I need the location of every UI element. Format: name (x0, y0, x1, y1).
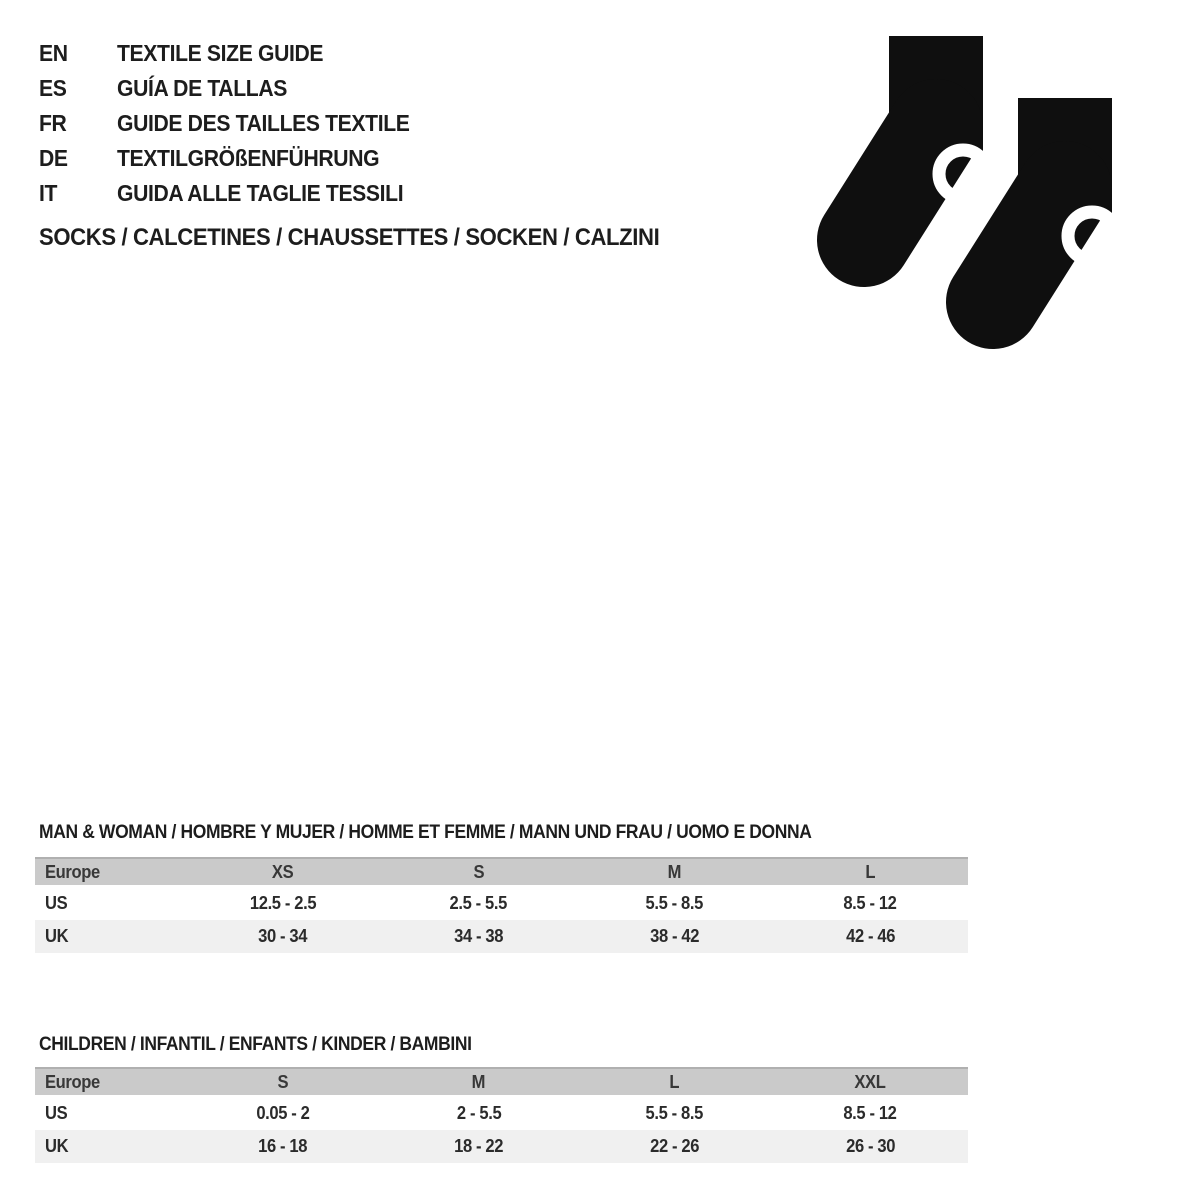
size-value: 12.5 - 2.5 (249, 893, 317, 913)
column-header-size-s: S (473, 861, 484, 882)
size-value: 30 - 34 (258, 926, 308, 946)
size-value: 5.5 - 8.5 (645, 893, 704, 913)
column-header-size-xs: XS (272, 861, 294, 882)
language-row-en (39, 36, 435, 71)
column-header-size-l: L (669, 1071, 680, 1092)
sock-right (993, 98, 1116, 302)
size-value: 42 - 46 (845, 926, 895, 946)
language-title: GUIDA ALLE TAGLIE TESSILI (117, 180, 404, 206)
category-heading: SOCKS / CALCETINES / CHAUSSETTES / SOCKEN / CALZINI (39, 224, 660, 251)
size-value: 34 - 38 (454, 926, 504, 946)
language-code: DE (39, 145, 68, 171)
socks-icon (795, 28, 1130, 363)
column-header-size-l: L (865, 861, 875, 882)
language-title: GUÍA DE TALLAS (117, 75, 287, 101)
column-header-region: Europe (45, 861, 100, 882)
column-header-size-m: M (667, 861, 682, 882)
size-value: 16 - 18 (258, 1136, 308, 1156)
language-code: FR (39, 110, 67, 136)
table-row-us (35, 887, 968, 920)
language-code: ES (39, 75, 67, 101)
column-header-size-xxl: XXL (854, 1071, 886, 1092)
size-value: 22 - 26 (649, 1136, 699, 1156)
size-value: 8.5 - 12 (843, 893, 897, 913)
language-row-de (39, 141, 435, 176)
language-title: TEXTILGRÖßENFÜHRUNG (117, 145, 380, 171)
language-code: EN (39, 40, 68, 66)
language-row-es (39, 71, 435, 106)
column-header-size-s: S (277, 1071, 289, 1092)
adults-table-header-row (35, 857, 968, 887)
row-label: US (45, 1103, 68, 1123)
language-code: IT (39, 180, 58, 206)
table-row-uk (35, 1130, 968, 1163)
size-value: 8.5 - 12 (843, 1103, 897, 1123)
children-table-title: CHILDREN / INFANTIL / ENFANTS / KINDER / BAMBINI (39, 1034, 472, 1055)
row-label: UK (45, 926, 69, 946)
size-value: 2 - 5.5 (456, 1103, 501, 1123)
column-header-region: Europe (45, 1071, 100, 1092)
adults-size-table (35, 857, 968, 953)
size-value: 2.5 - 5.5 (449, 893, 508, 913)
sock-left (864, 36, 987, 240)
language-row-fr (39, 106, 435, 141)
size-value: 38 - 42 (649, 926, 699, 946)
children-size-table (35, 1067, 968, 1163)
size-value: 18 - 22 (454, 1136, 504, 1156)
socks-icon-svg (795, 28, 1130, 363)
children-table-header-row (35, 1067, 968, 1097)
language-row-it (39, 176, 435, 211)
size-value: 26 - 30 (845, 1136, 895, 1156)
table-row-us (35, 1097, 968, 1130)
language-title: TEXTILE SIZE GUIDE (117, 40, 324, 66)
table-row-uk (35, 920, 968, 953)
size-value: 5.5 - 8.5 (645, 1103, 704, 1123)
size-value: 0.05 - 2 (256, 1103, 310, 1123)
language-title: GUIDE DES TAILLES TEXTILE (117, 110, 410, 136)
column-header-size-m: M (471, 1071, 486, 1092)
language-list (39, 36, 435, 211)
row-label: US (45, 893, 68, 913)
row-label: UK (45, 1136, 69, 1156)
adults-table-title: MAN & WOMAN / HOMBRE Y MUJER / HOMME ET FEMME / MANN UND FRAU / UOMO E DONNA (39, 822, 812, 843)
